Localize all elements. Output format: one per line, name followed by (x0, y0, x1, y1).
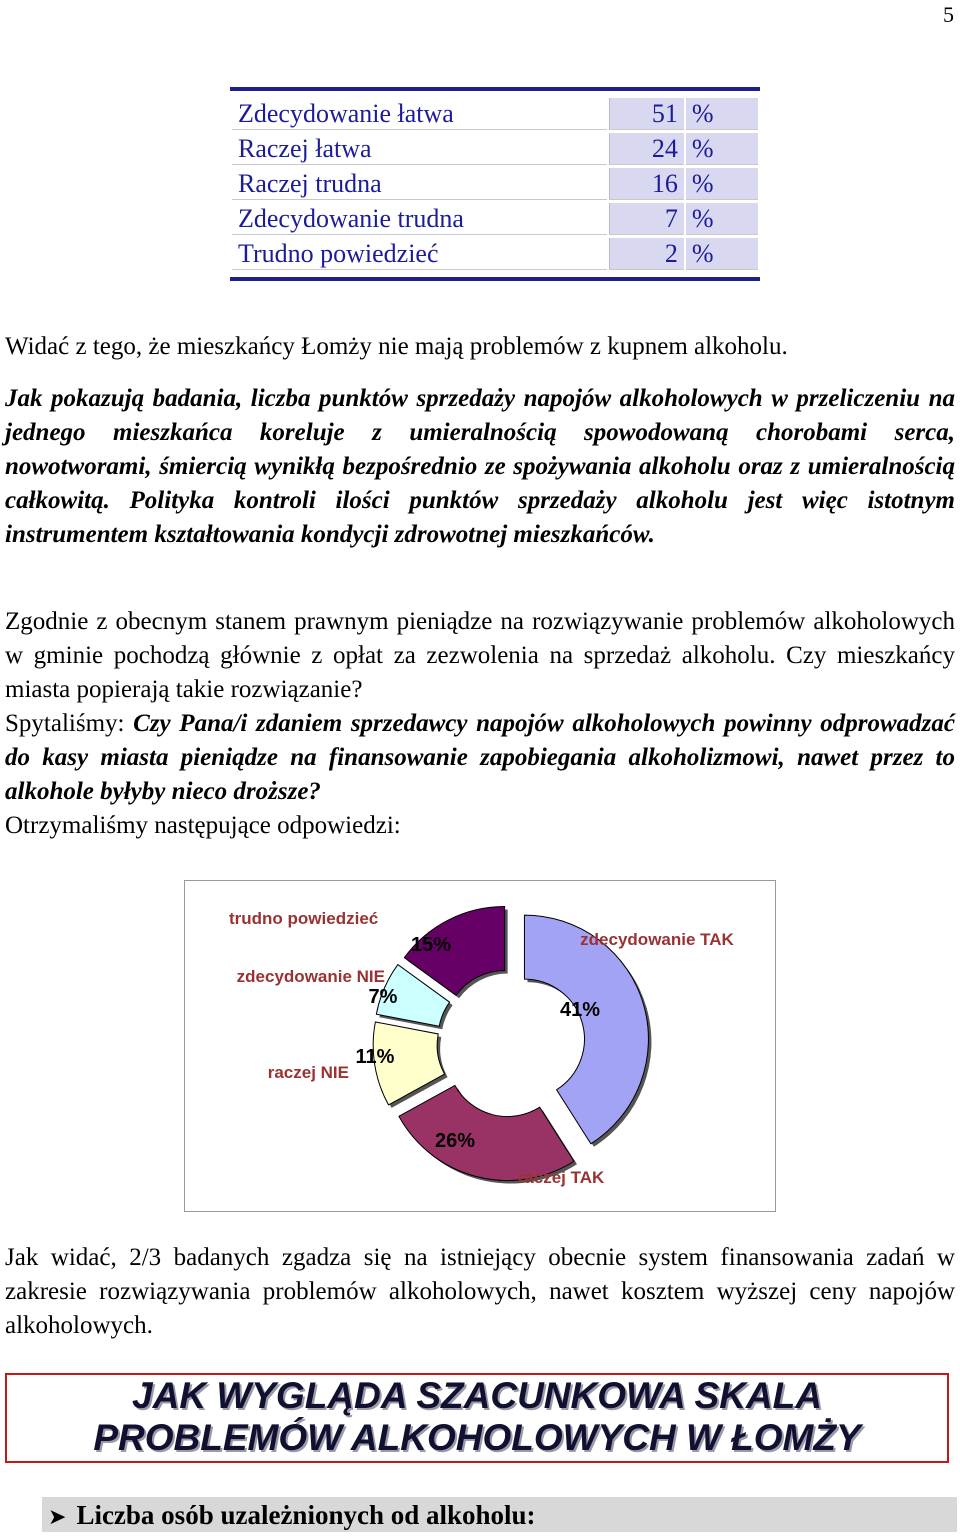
stats-table (230, 87, 760, 281)
row-label: Raczej łatwa (232, 133, 607, 165)
question-text: Czy Pana/i zdaniem sprzedawcy napojów alkoholowych powinny odprowadzać do kasy miasta pieniądze na finansowanie zapobiegania alkoholizmowi, nawet przez to alkohole byłyby nieco droższe? (5, 710, 955, 805)
value-label: 7% (368, 986, 398, 1008)
category-label: trudno powiedzieć (229, 909, 379, 928)
row-value: 2 (609, 238, 684, 270)
paragraph-question (5, 707, 955, 843)
value-label: 41% (559, 999, 601, 1021)
row-label: Trudno powiedzieć (232, 238, 607, 270)
category-label: zdecydowanie NIE (236, 967, 385, 986)
row-label: Zdecydowanie łatwa (232, 98, 607, 130)
table-row (232, 98, 758, 130)
row-unit: % (686, 238, 758, 270)
row-label: Zdecydowanie trudna (232, 203, 607, 235)
category-label: raczej TAK (517, 1168, 605, 1187)
bullet-heading (42, 1497, 957, 1532)
paragraph-summary: Jak widać, 2/3 badanych zgadza się na istniejący obecnie system finansowania zadań w zakresie rozwiązywania problemów alkoholowych, nawet kosztem wyższej ceny napojów alkoholowych. (5, 1244, 955, 1339)
question-intro: Spytaliśmy: (5, 710, 134, 737)
value-label: 15% (410, 934, 452, 956)
row-unit: % (686, 168, 758, 200)
research-policy-text: Polityka kontroli ilości punktów sprzedaży alkoholu jest więc istotnym instrumentem kształtowania kondycji zdrowotnej mieszkańców. (5, 487, 955, 548)
row-value: 7 (609, 203, 684, 235)
category-label: zdecydowanie TAK (580, 930, 734, 949)
paragraph-conclusion: Widać z tego, że mieszkańcy Łomży nie mają problemów z kupnem alkoholu. (5, 333, 788, 360)
bullet-heading-text: Liczba osób uzależnionych od alkoholu: (76, 1500, 536, 1530)
donut-chart-svg (185, 881, 775, 1211)
value-label: 26% (434, 1130, 476, 1152)
row-value: 16 (609, 168, 684, 200)
paragraph-research (5, 382, 955, 552)
row-unit: % (686, 98, 758, 130)
category-label: raczej NIE (267, 1063, 349, 1082)
page-number: 5 (943, 2, 954, 27)
row-label: Raczej trudna (232, 168, 607, 200)
table-row (232, 168, 758, 200)
arrow-bullet-icon: ➤ (48, 1505, 67, 1530)
answers-intro: Otrzymaliśmy następujące odpowiedzi: (5, 812, 401, 839)
section-banner (5, 1373, 949, 1463)
slice-raczej-tak (399, 1085, 574, 1180)
value-label: 11% (355, 1046, 395, 1068)
paragraph-legal: Zgodnie z obecnym stanem prawnym pieniądze na rozwiązywanie problemów alkoholowych w gminie pochodzą głównie z opłat za zezwolenia na sprzedaż alkoholu. Czy mieszkańcy miasta popierają takie rozwiązanie? (5, 608, 955, 703)
row-value: 51 (609, 98, 684, 130)
table-row (232, 238, 758, 270)
row-unit: % (686, 133, 758, 165)
banner-line-1: JAK WYGLĄDA SZACUNKOWA SKALA (132, 1375, 822, 1416)
table-row (232, 133, 758, 165)
donut-chart (184, 880, 776, 1212)
row-value: 24 (609, 133, 684, 165)
research-text: Jak pokazują badania, liczba punktów sprzedaży napojów alkoholowych w przeliczeniu na jednego mieszkańca koreluje z umieralnością spowodowaną chorobami serca, nowotworami, śmiercią wynikłą bezpośrednio ze spożywania alkoholu oraz z umieralnością całkowitą. (5, 385, 955, 514)
banner-line-2: PROBLEMÓW ALKOHOLOWYCH W ŁOMŻY (93, 1417, 861, 1458)
table-row (232, 203, 758, 235)
row-unit: % (686, 203, 758, 235)
